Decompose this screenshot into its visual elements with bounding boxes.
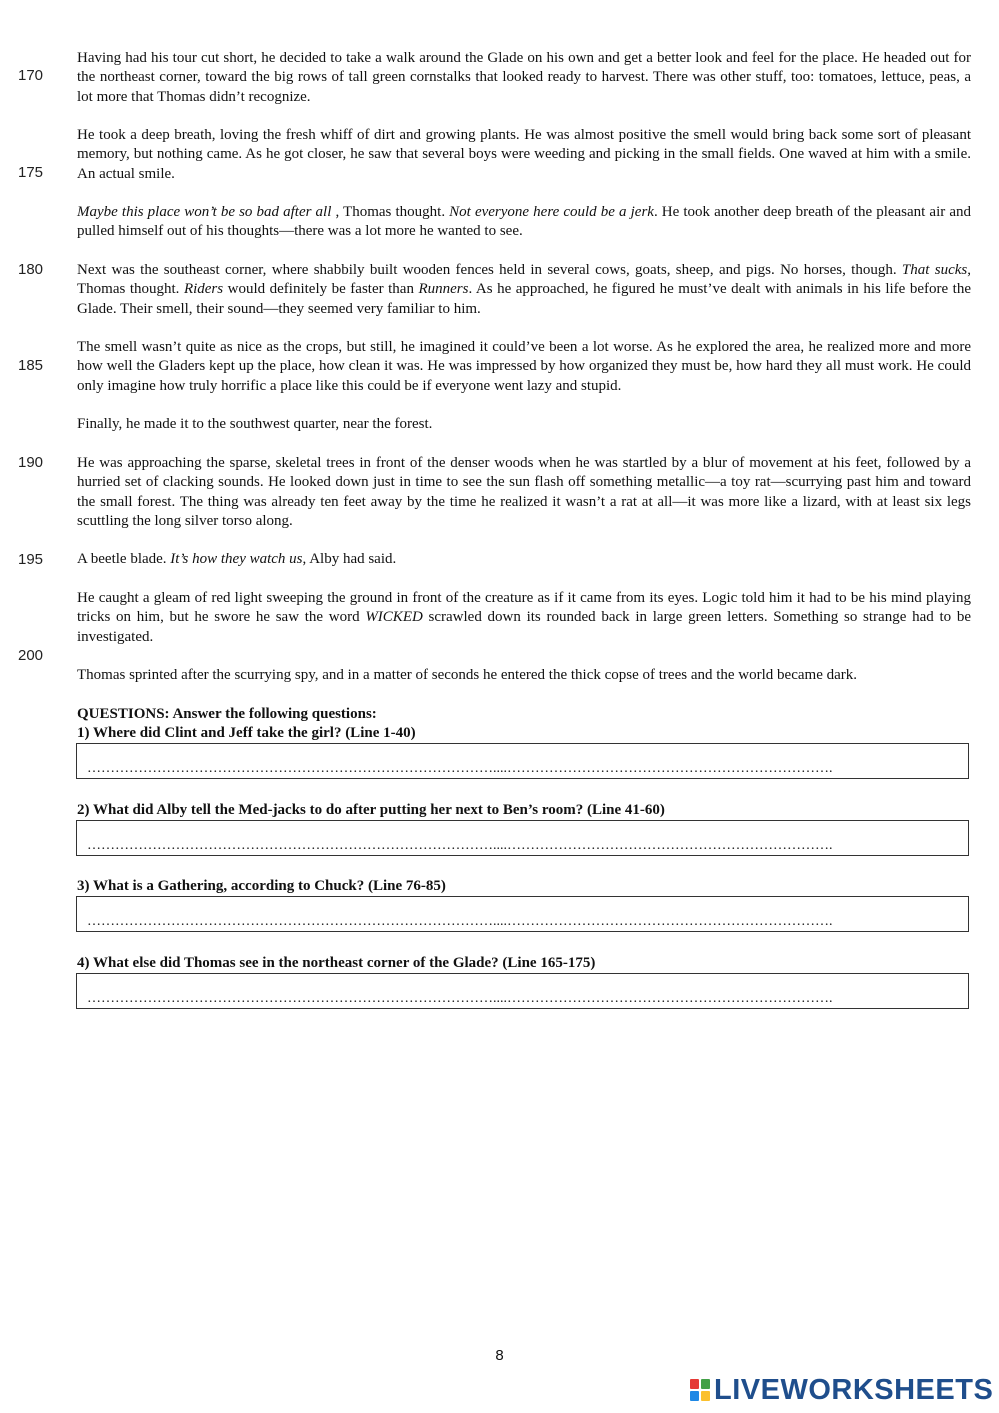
passage-text: , Alby had said.	[302, 551, 397, 567]
italic-thought: Maybe this place won’t be so bad after all	[77, 204, 332, 220]
question-label: 4) What else did Thomas see in the northeast corner of the Glade? (Line 165-175)	[77, 955, 596, 971]
logo-square-green	[701, 1379, 710, 1389]
passage-text: scrawled down its rounded back in large green letters. Something so strange had to be investigated.	[77, 609, 971, 645]
page-number: 8	[495, 1347, 504, 1364]
italic-term: Riders	[183, 281, 224, 298]
passage-paragraph	[77, 550, 971, 569]
passage-text: . He took another deep breath of the pleasant air and pulled himself out of his thoughts—there was a lot more he wanted to see.	[77, 204, 972, 240]
logo-square-yellow	[701, 1391, 710, 1401]
passage-text: would definitely be faster than	[223, 281, 419, 298]
line-number: 170	[18, 67, 44, 84]
line-number: 175	[18, 164, 44, 181]
line-number: 185	[18, 357, 44, 374]
passage-text: , Thomas thought.	[77, 262, 972, 298]
passage-paragraph: The smell wasn’t quite as nice as the crops, but still, he imagined it could’ve been a lot worse. As he explored the area, he realized more and more how well the Gladers kept up the place, how clean it was. He was impressed by how organized they must be, how hard they all must work. He could only imagine how truly horrific a place like this could be if everyone went lazy and stupid.	[77, 339, 971, 394]
passage-paragraph: He took a deep breath, loving the fresh whiff of dirt and growing plants. He was almost positive the smell would bring back some sort of pleasant memory, but nothing came. As he got closer, he saw that several boys were weeding and picking in the small fields. One waved at him with a smile. An actual smile.	[77, 127, 971, 182]
answer-field[interactable]: ……………………………………………………………………………....…………………………………………………………….	[76, 973, 969, 1009]
liveworksheets-logo	[690, 1374, 993, 1406]
passage-text: . As he approached, he figured he must’ve dealt with animals in his life before the Glade. Their smell, their sound—they seemed very familiar to him.	[77, 281, 971, 317]
passage-text: A beetle blade.	[77, 551, 171, 567]
passage-paragraph: Finally, he made it to the southwest quarter, near the forest.	[77, 416, 433, 432]
questions-heading: QUESTIONS: Answer the following questions:	[77, 706, 377, 722]
passage-paragraph	[77, 589, 971, 647]
line-number: 180	[18, 261, 44, 278]
question-label: 3) What is a Gathering, according to Chuck? (Line 76-85)	[77, 878, 446, 894]
answer-field[interactable]: ……………………………………………………………………………....…………………………………………………………….	[76, 820, 969, 856]
passage-paragraph	[77, 261, 971, 319]
answer-field[interactable]: ……………………………………………………………………………....…………………………………………………………….	[76, 743, 969, 779]
italic-term: Runners	[418, 281, 469, 298]
liveworksheets-logo-icon	[690, 1379, 710, 1401]
question-label: 1) Where did Clint and Jeff take the girl? (Line 1-40)	[77, 725, 416, 741]
passage-text: Next was the southeast corner, where shabbily built wooden fences held in several cows, goats, sheep, and pigs. No horses, though.	[77, 262, 902, 278]
line-number: 200	[18, 647, 44, 664]
passage-paragraph	[77, 203, 971, 242]
logo-square-blue	[690, 1391, 699, 1401]
answer-field[interactable]: ……………………………………………………………………………....…………………………………………………………….	[76, 896, 969, 932]
italic-word: WICKED	[365, 609, 423, 626]
passage-paragraph: He was approaching the sparse, skeletal trees in front of the denser woods when he was startled by a blur of movement at his feet, followed by a hurried set of clacking sounds. He looked down just in time to see the sun flash off something metallic—a toy rat—scurrying past him and toward the small forest. The thing was already ten feet away by the time he realized it wasn’t a rat at all—it was more like a lizard, with at least six legs scuttling the long silver torso along.	[77, 455, 971, 529]
passage-text: He caught a gleam of red light sweeping the ground in front of the creature as if it came from its eyes. Logic told him it had to be his mind playing tricks on him, but he swore he saw the word	[77, 590, 971, 626]
italic-quote: It’s how they watch us	[170, 551, 303, 567]
italic-thought: That sucks	[901, 262, 968, 278]
italic-thought: Not everyone here could be a jerk	[449, 204, 654, 220]
line-number: 195	[18, 551, 44, 568]
passage-paragraph: Having had his tour cut short, he decided to take a walk around the Glade on his own and get a better look and feel for the place. He headed out for the northeast corner, toward the big rows of tall green cornstalks that looked ready to harvest. There was other stuff, too: tomatoes, lettuce, peas, a lot more that Thomas didn’t recognize.	[77, 50, 971, 105]
question-label: 2) What did Alby tell the Med-jacks to do after putting her next to Ben’s room? (Line 41-60)	[77, 802, 665, 818]
passage-paragraph: Thomas sprinted after the scurrying spy, and in a matter of seconds he entered the thick copse of trees and the world became dark.	[77, 667, 857, 683]
logo-brand-text: LIVEWORKSHEETS	[714, 1373, 994, 1406]
line-number: 190	[18, 454, 44, 471]
passage-text: , Thomas thought.	[331, 204, 450, 220]
logo-square-red	[690, 1379, 699, 1389]
